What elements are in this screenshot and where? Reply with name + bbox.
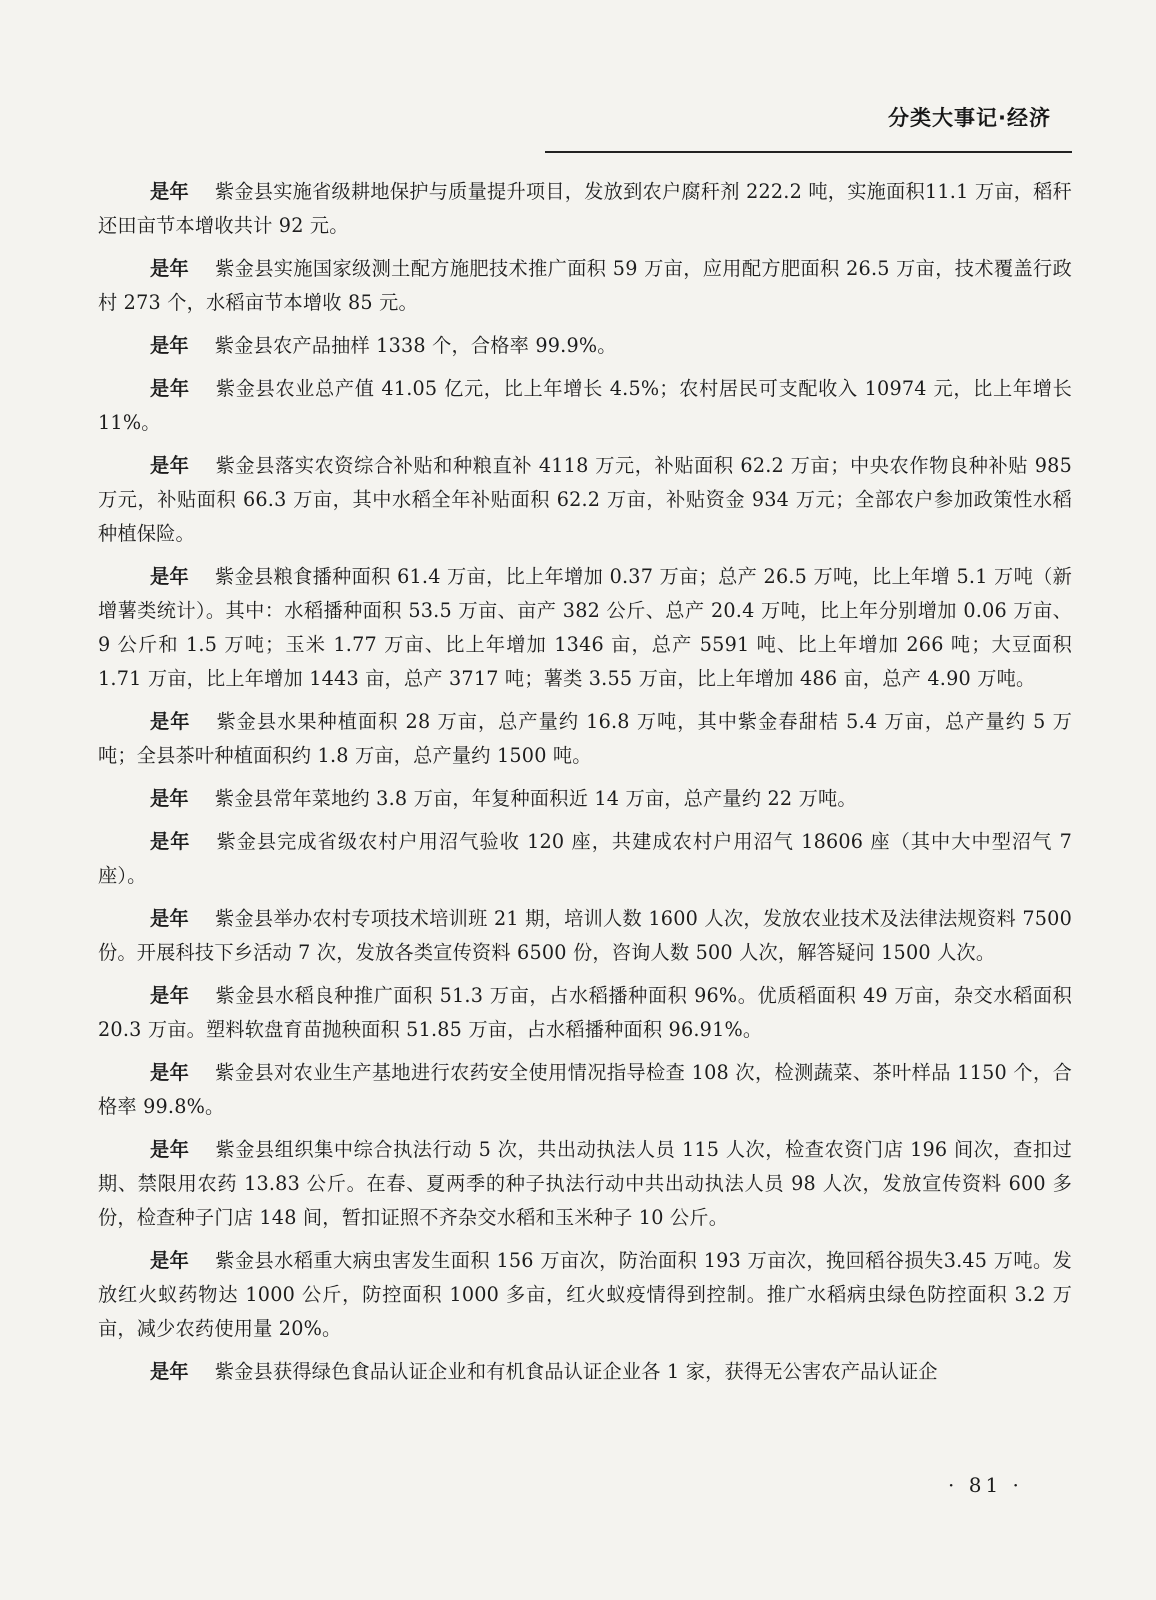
entry-paragraph	[98, 1244, 1072, 1346]
entry-paragraph	[98, 1056, 1072, 1124]
entry-paragraph	[98, 175, 1072, 243]
entry-text: 紫金县水果种植面积 28 万亩，总产量约 16.8 万吨，其中紫金春甜桔 5.4 万亩，总产量约 5 万吨；全县茶叶种植面积约 1.8 万亩，总产量约 1500 吨。	[98, 710, 1072, 767]
page-number: · 81 ·	[948, 1473, 1023, 1497]
entry-paragraph	[98, 560, 1072, 696]
entry-text: 紫金县农业总产值 41.05 亿元，比上年增长 4.5%；农村居民可支配收入 10974 元，比上年增长 11%。	[98, 377, 1073, 434]
entry-paragraph	[98, 825, 1072, 893]
entry-text: 紫金县落实农资综合补贴和种粮直补 4118 万元，补贴面积 62.2 万亩；中央农作物良种补贴 985 万元，补贴面积 66.3 万亩，其中水稻全年补贴面积 62.2 万亩，补贴资金 934 万元；全部农户参加政策性水稻种植保险。	[98, 454, 1072, 545]
entry-lead: 是年	[150, 1360, 189, 1383]
entry-lead: 是年	[150, 1138, 190, 1161]
page-body	[98, 175, 1072, 1398]
entry-text: 紫金县举办农村专项技术培训班 21 期，培训人数 1600 人次，发放农业技术及法律法规资料 7500 份。开展科技下乡活动 7 次，发放各类宣传资料 6500 份，咨询人数 500 人次，解答疑问 1500 人次。	[98, 907, 1072, 964]
entry-lead: 是年	[150, 377, 190, 400]
entry-text: 紫金县水稻重大病虫害发生面积 156 万亩次，防治面积 193 万亩次，挽回稻谷损失3.45 万吨。发放红火蚁药物达 1000 公斤，防控面积 1000 多亩，红火蚁疫情得到控制。推广水稻病虫绿色防控面积 3.2 万亩，减少农药使用量 20%。	[98, 1249, 1072, 1340]
entry-text: 紫金县对农业生产基地进行农药安全使用情况指导检查 108 次，检测蔬菜、茶叶样品 1150 个，合格率 99.8%。	[98, 1061, 1072, 1118]
entry-text: 紫金县常年菜地约 3.8 万亩，年复种面积近 14 万亩，总产量约 22 万吨。	[214, 787, 857, 810]
entry-text: 紫金县完成省级农村户用沼气验收 120 座，共建成农村户用沼气 18606 座（其中大中型沼气 7 座）。	[98, 830, 1072, 887]
running-header: 分类大事记·经济	[888, 106, 1051, 130]
header-rule	[545, 151, 1072, 153]
entry-paragraph	[98, 902, 1072, 970]
entry-paragraph	[98, 449, 1072, 551]
entry-lead: 是年	[150, 787, 189, 810]
entry-lead: 是年	[150, 830, 191, 853]
entry-text: 紫金县粮食播种面积 61.4 万亩，比上年增加 0.37 万亩；总产 26.5 万吨，比上年增 5.1 万吨（新增薯类统计）。其中：水稻播种面积 53.5 万亩、亩产 382 公斤、总产 20.4 万吨，比上年分别增加 0.06 万亩、9 公斤和 1.5 万吨；玉米 1.77 万亩、比上年增加 1346 亩，总产 5591 吨、比上年增加 266 吨；大豆面积 1.71 万亩，比上年增加 1443 亩，总产 3717 吨；薯类 3.55 万亩，比上年增加 486 亩，总产 4.90 万吨。	[98, 565, 1072, 690]
entry-paragraph	[98, 705, 1072, 773]
entry-lead: 是年	[150, 984, 190, 1007]
entry-paragraph	[98, 329, 1072, 363]
entry-paragraph	[98, 782, 1072, 816]
entry-text: 紫金县实施国家级测土配方施肥技术推广面积 59 万亩，应用配方肥面积 26.5 万亩，技术覆盖行政村 273 个，水稻亩节本增收 85 元。	[98, 257, 1072, 314]
entry-text: 紫金县水稻良种推广面积 51.3 万亩，占水稻播种面积 96%。优质稻面积 49 万亩，杂交水稻面积 20.3 万亩。塑料软盘育苗抛秧面积 51.85 万亩，占水稻播种面积 96.91%。	[98, 984, 1072, 1041]
entry-paragraph	[98, 1133, 1072, 1235]
entry-text: 紫金县获得绿色食品认证企业和有机食品认证企业各 1 家，获得无公害农产品认证企	[214, 1360, 938, 1383]
entry-text: 紫金县农产品抽样 1338 个，合格率 99.9%。	[214, 334, 617, 357]
entry-paragraph	[98, 252, 1072, 320]
entry-lead: 是年	[150, 454, 190, 477]
entry-lead: 是年	[150, 907, 189, 930]
entry-lead: 是年	[150, 180, 189, 203]
entry-lead: 是年	[150, 1061, 190, 1084]
entry-paragraph	[98, 372, 1072, 440]
entry-paragraph	[98, 979, 1072, 1047]
entry-lead: 是年	[150, 565, 190, 588]
entry-lead: 是年	[150, 334, 189, 357]
entry-lead: 是年	[150, 257, 190, 280]
entry-lead: 是年	[150, 710, 191, 733]
entry-text: 紫金县组织集中综合执法行动 5 次，共出动执法人员 115 人次，检查农资门店 196 间次，查扣过期、禁限用农药 13.83 公斤。在春、夏两季的种子执法行动中共出动执法人员 98 人次，发放宣传资料 600 多份，检查种子门店 148 间，暂扣证照不齐杂交水稻和玉米种子 10 公斤。	[98, 1138, 1072, 1229]
entry-text: 紫金县实施省级耕地保护与质量提升项目，发放到农户腐秆剂 222.2 吨，实施面积11.1 万亩，稻秆还田亩节本增收共计 92 元。	[98, 180, 1073, 237]
entry-lead: 是年	[150, 1249, 190, 1272]
entry-paragraph	[98, 1355, 1072, 1389]
